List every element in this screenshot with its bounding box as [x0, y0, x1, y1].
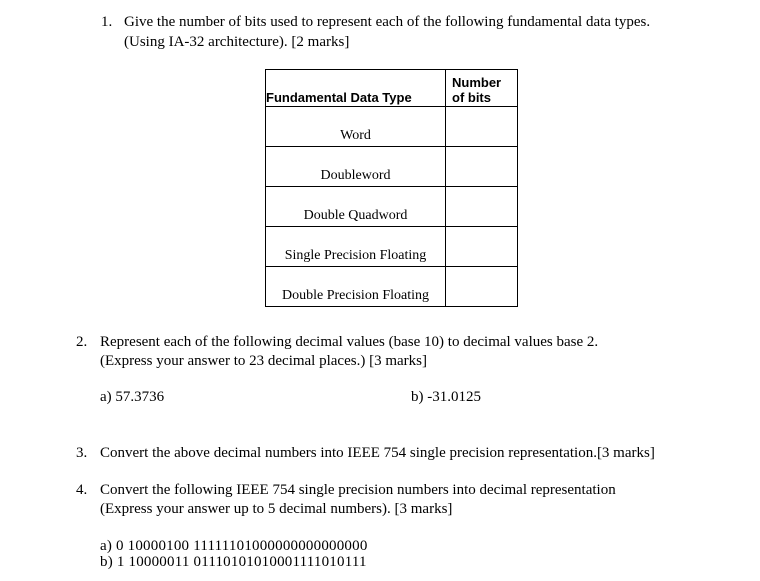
table-header-row [266, 70, 518, 107]
q2-part-b: b) -31.0125 [411, 389, 481, 405]
table-row [266, 227, 518, 267]
q3-number: 3. [76, 445, 88, 461]
q1-text-line2: (Using IA-32 architecture). [2 marks] [124, 34, 350, 50]
header-fundamental-data-type: Fundamental Data Type [266, 70, 446, 107]
bits-input-word[interactable] [446, 107, 517, 146]
table-row [266, 147, 518, 187]
bits-cell-doubleword[interactable] [446, 147, 518, 187]
q2-text-line1: Represent each of the following decimal values (base 10) to decimal values base 2. [100, 334, 599, 350]
q2-text-line2: (Express your answer to 23 decimal places.) [3 marks] [100, 353, 427, 369]
bits-cell-double-quadword[interactable] [446, 187, 518, 227]
type-cell-single-precision: Single Precision Floating [266, 227, 446, 267]
bits-input-single-precision[interactable] [446, 227, 517, 266]
q3-text-line1: Convert the above decimal numbers into IEEE 754 single precision representation.[3 marks] [100, 445, 655, 461]
q2-part-a: a) 57.3736 [100, 389, 165, 405]
data-type-table [265, 69, 518, 307]
q1-number: 1. [101, 14, 113, 30]
bits-input-double-quadword[interactable] [446, 187, 517, 226]
type-cell-double-quadword: Double Quadword [266, 187, 446, 227]
q4-text-line1: Convert the following IEEE 754 single precision numbers into decimal representation [100, 482, 616, 498]
q4-number: 4. [76, 482, 88, 498]
q4-part-b: b) 1 10000011 01110101010001111010111 [100, 554, 367, 570]
type-cell-doubleword: Doubleword [266, 147, 446, 187]
q1-text-line1: Give the number of bits used to represent each of the following fundamental data types. [124, 14, 651, 30]
type-cell-word: Word [266, 107, 446, 147]
header-bits-line1: Number [452, 75, 502, 90]
q4-part-a: a) 0 10000100 11111101000000000000000 [100, 538, 368, 554]
header-number-of-bits [446, 70, 518, 107]
table-row [266, 267, 518, 307]
q4-text-line2: (Express your answer up to 5 decimal numbers). [3 marks] [100, 501, 453, 517]
q2-number: 2. [76, 334, 88, 350]
bits-cell-single-precision[interactable] [446, 227, 518, 267]
bits-cell-double-precision[interactable] [446, 267, 518, 307]
table-row [266, 187, 518, 227]
table-row [266, 107, 518, 147]
bits-input-doubleword[interactable] [446, 147, 517, 186]
type-cell-double-precision: Double Precision Floating [266, 267, 446, 307]
bits-input-double-precision[interactable] [446, 267, 517, 306]
header-bits-line2: of bits [452, 90, 491, 105]
bits-cell-word[interactable] [446, 107, 518, 147]
